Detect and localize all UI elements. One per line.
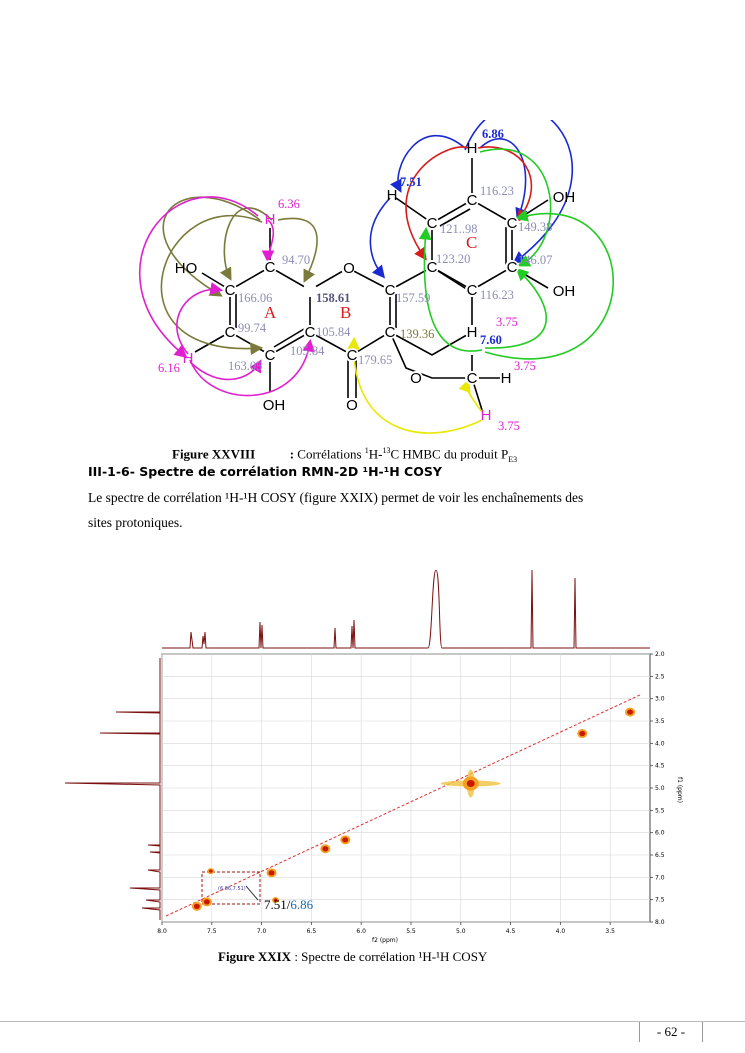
atom-c-c4: C — [426, 215, 438, 232]
shift-c-163-05: 163.05 — [228, 359, 263, 373]
atom-c-a3: C — [224, 324, 236, 341]
diagonal-peak — [627, 709, 633, 714]
y-tick-label: 4.0 — [655, 740, 665, 748]
x-tick-label: 7.0 — [256, 928, 267, 935]
x-tick-label: 5.5 — [406, 928, 416, 935]
shift-c-116-23-b: 116.23 — [480, 288, 514, 302]
y-axis-title: f1 (ppm) — [676, 777, 683, 803]
atom-c-a1: C — [264, 259, 276, 276]
paragraph-line-2: sites protoniques. — [88, 515, 183, 530]
shift-c-105-84-a: 105.84 — [316, 325, 351, 339]
shift-h-6-16: 6.16 — [158, 361, 180, 375]
hmbc-arrow-magenta-3 — [177, 290, 220, 354]
diagonal-peak — [194, 904, 200, 909]
ring-label-b: B — [340, 303, 352, 322]
y-tick-label: 2.0 — [655, 651, 665, 658]
x-tick-label: 6.0 — [356, 928, 366, 935]
group-ho-1: HO — [174, 260, 198, 277]
cosy-spectrum — [50, 570, 690, 960]
x-tick-label: 6.5 — [306, 928, 317, 935]
y-tick-label: 7.0 — [655, 874, 665, 882]
ring-label-a: A — [264, 303, 277, 322]
diagonal-peak — [322, 846, 328, 851]
y-tick-label: 3.5 — [655, 718, 665, 725]
shift-c-121-98: 121..98 — [440, 222, 478, 236]
hmbc-structure-diagram — [90, 120, 670, 440]
atom-o-ether: O — [410, 370, 422, 387]
shift-c-123-20: 123.20 — [436, 252, 471, 266]
y-tick-label: 4.5 — [655, 762, 665, 770]
y-tick-label: 2.5 — [655, 673, 665, 681]
cosy-annotation-a: 7.51/ — [264, 897, 291, 912]
y-tick-label: 3.0 — [655, 695, 665, 703]
hmbc-arrow-blue-1 — [370, 198, 390, 276]
atom-h-c-top: H — [466, 140, 478, 157]
figure-28-text-a: Corrélations — [297, 446, 365, 462]
shift-c-105-84-b: 105.84 — [290, 344, 325, 358]
x-tick-label: 8.0 — [157, 928, 167, 935]
atom-c-c5: C — [466, 192, 478, 209]
top-projection-spectrum — [162, 570, 650, 648]
group-oh-c2: OH — [552, 283, 576, 300]
cosy-annotation-b: 6.86 — [290, 897, 314, 912]
x-axis-title: f2 (ppm) — [372, 937, 398, 944]
atom-c-c6: C — [506, 215, 518, 232]
shift-c-157-59: 157.59 — [396, 291, 431, 305]
figure-29-text: : Spectre de corrélation ¹H-¹H COSY — [291, 949, 488, 964]
footer-line — [0, 1021, 745, 1022]
shift-h-6-86: 6.86 — [482, 127, 504, 141]
atom-h-a: H — [264, 211, 276, 228]
shift-c-139-36: 139.36 — [400, 327, 435, 341]
figure-29-caption — [218, 949, 487, 965]
shift-c-149-38: 149.38 — [518, 220, 553, 234]
atom-c-b3: C — [346, 347, 358, 364]
diagonal-peak — [579, 731, 585, 736]
paragraph-line-1: Le spectre de corrélation ¹H-¹H COSY (figure XXIX) permet de voir les enchaînements des — [88, 490, 584, 505]
x-tick-label: 7.5 — [207, 928, 217, 935]
atom-c-b1: C — [384, 282, 396, 299]
page-number: - 62 - — [639, 1022, 703, 1042]
hmbc-arrow-olive-3 — [278, 218, 317, 280]
y-tick-label: 6.0 — [655, 829, 665, 837]
atom-h-methyl-bottom: H — [480, 407, 492, 424]
x-tick-label: 3.5 — [605, 928, 615, 935]
atom-h-a2: H — [182, 350, 194, 367]
shift-c-116-23-a: 116.23 — [480, 184, 514, 198]
atom-c-methyl: C — [466, 370, 478, 387]
crosspeak-box-label: (6.86,7.51) — [218, 886, 246, 892]
shift-h-7-51: 7.51 — [400, 175, 422, 189]
x-tick-label: 5.0 — [456, 928, 466, 935]
hmbc-arrow-red-1 — [406, 147, 468, 258]
figure-28-caption — [172, 446, 517, 464]
atom-o-ring: O — [343, 260, 355, 277]
atom-c-c2: C — [466, 282, 478, 299]
hmbc-arrow-green-3 — [485, 214, 613, 359]
atom-h-methyl-right: H — [500, 370, 512, 387]
atom-c-c1: C — [426, 259, 438, 276]
atom-c-c7: C — [506, 259, 518, 276]
atom-h-c3: H — [466, 324, 478, 341]
shift-c-158-61: 158.61 — [316, 291, 351, 305]
hmbc-arrow-green-4 — [480, 149, 551, 265]
shift-c-146-07: 146.07 — [518, 253, 553, 267]
figure-28-text-c: C HMBC du produit P — [390, 446, 509, 462]
diagonal-peak — [269, 870, 275, 875]
figure-28-label: Figure XXVIII — [172, 446, 256, 462]
diagonal-peak — [342, 837, 348, 842]
x-tick-label: 4.5 — [505, 928, 516, 935]
y-tick-label: 7.5 — [655, 896, 665, 904]
atom-c-b2: C — [384, 324, 396, 341]
shift-h-7-60: 7.60 — [480, 333, 502, 347]
figure-29-label: Figure XXIX — [218, 949, 292, 964]
cross-peak — [209, 869, 213, 872]
y-tick-label: 5.5 — [655, 807, 665, 815]
atom-h-c-left: H — [386, 187, 398, 204]
x-tick-label: 4.0 — [555, 928, 566, 935]
figure-28-sup1: 1 — [364, 446, 369, 455]
diagonal-peak — [467, 780, 475, 787]
section-heading: III-1-6- Spectre de corrélation RMN-2D ¹H-¹H COSY — [88, 464, 442, 479]
shift-h-3-75-a: 3.75 — [496, 315, 518, 329]
y-tick-label: 5.0 — [655, 785, 665, 792]
y-tick-label: 8.0 — [655, 919, 665, 926]
group-oh-bottom: OH — [262, 397, 286, 414]
y-tick-label: 6.5 — [655, 852, 665, 859]
left-projection-spectrum — [65, 658, 160, 920]
shift-h-3-75-b: 3.75 — [514, 359, 536, 373]
figure-28-text-b: H- — [368, 446, 383, 462]
atom-o-carbonyl: O — [346, 397, 358, 414]
atom-c-a2: C — [224, 282, 236, 299]
shift-h-6-36: 6.36 — [278, 197, 300, 211]
figure-28-sub: E3 — [508, 454, 518, 464]
group-oh-c1: OH — [552, 189, 576, 206]
shift-c-166-06: 166.06 — [238, 291, 273, 305]
shift-c-94-70: 94.70 — [282, 253, 311, 267]
shift-h-3-75-c: 3.75 — [498, 419, 520, 433]
shift-c-179-65: 179.65 — [358, 353, 393, 367]
atom-c-a4: C — [264, 347, 276, 364]
shift-c-99-74: 99.74 — [238, 321, 267, 335]
atom-c-a5: C — [304, 324, 316, 341]
figure-28-sup2: 13 — [382, 446, 391, 455]
diagonal-peak — [204, 899, 210, 904]
figure-28-sep: : — [289, 446, 295, 462]
cosy-annotation — [264, 897, 313, 913]
ring-label-c: C — [466, 233, 478, 252]
